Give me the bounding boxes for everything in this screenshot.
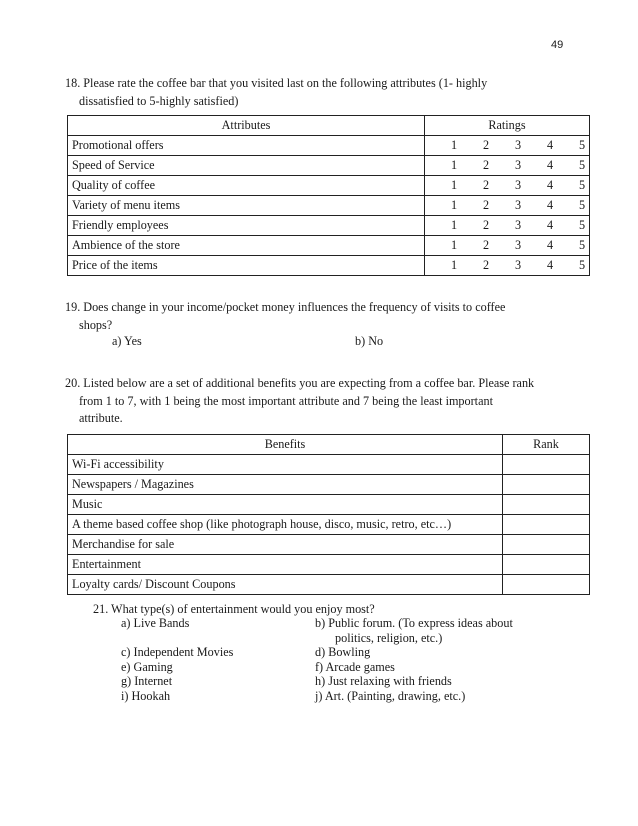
- benefit-label: Loyalty cards/ Discount Coupons: [68, 575, 503, 595]
- benefits-row: [68, 455, 590, 475]
- option-gaming[interactable]: e) Gaming: [121, 660, 173, 674]
- question-19-line2: shops?: [79, 317, 113, 332]
- rating-option[interactable]: 5: [578, 178, 586, 192]
- rating-option[interactable]: 4: [546, 158, 554, 172]
- rating-option[interactable]: 2: [482, 178, 490, 192]
- ratings-row: [68, 176, 590, 196]
- rating-option[interactable]: 1: [450, 138, 458, 152]
- question-20: [65, 375, 534, 428]
- option-hookah[interactable]: i) Hookah: [121, 689, 171, 703]
- option-yes[interactable]: a) Yes: [112, 334, 142, 348]
- rating-option[interactable]: 3: [514, 198, 522, 212]
- benefit-label: Music: [68, 495, 503, 515]
- rating-cell: [425, 256, 590, 276]
- rating-cell: [425, 196, 590, 216]
- rating-option[interactable]: 4: [546, 238, 554, 252]
- rating-option[interactable]: 1: [450, 178, 458, 192]
- rating-option[interactable]: 1: [450, 218, 458, 232]
- question-19: [65, 299, 505, 334]
- rating-cell: [425, 236, 590, 256]
- rating-option[interactable]: 4: [546, 198, 554, 212]
- rating-option[interactable]: 5: [578, 198, 586, 212]
- benefit-label: Wi-Fi accessibility: [68, 455, 503, 475]
- rating-option[interactable]: 1: [450, 258, 458, 272]
- rank-input-cell[interactable]: [503, 495, 590, 515]
- ratings-header: Ratings: [425, 116, 590, 136]
- attribute-label: Friendly employees: [68, 216, 425, 236]
- benefits-header: Benefits: [68, 435, 503, 455]
- rating-option[interactable]: 4: [546, 138, 554, 152]
- question-19-line1: 19. Does change in your income/pocket money influences the frequency of visits to coffee: [65, 300, 506, 314]
- attribute-label: Quality of coffee: [68, 176, 425, 196]
- rating-option[interactable]: 4: [546, 178, 554, 192]
- rating-option[interactable]: 2: [482, 158, 490, 172]
- rating-option[interactable]: 5: [578, 238, 586, 252]
- question-20-line3: attribute.: [79, 411, 123, 425]
- benefits-row: [68, 555, 590, 575]
- rank-header: Rank: [503, 435, 590, 455]
- option-public-forum[interactable]: b) Public forum. (To express ideas about: [315, 616, 513, 630]
- option-bowling[interactable]: d) Bowling: [315, 645, 371, 659]
- rank-input-cell[interactable]: [503, 535, 590, 555]
- rating-option[interactable]: 2: [482, 258, 490, 272]
- rating-cell: [425, 176, 590, 196]
- attribute-label: Speed of Service: [68, 156, 425, 176]
- rating-option[interactable]: 3: [514, 138, 522, 152]
- rating-option[interactable]: 4: [546, 218, 554, 232]
- rank-input-cell[interactable]: [503, 455, 590, 475]
- rank-input-cell[interactable]: [503, 515, 590, 535]
- option-live-bands[interactable]: a) Live Bands: [121, 616, 190, 630]
- benefit-label: A theme based coffee shop (like photograph house, disco, music, retro, etc…): [68, 515, 503, 535]
- ratings-row: [68, 196, 590, 216]
- option-no[interactable]: b) No: [355, 334, 384, 348]
- rating-option[interactable]: 3: [514, 158, 522, 172]
- option-just-relaxing[interactable]: h) Just relaxing with friends: [315, 674, 452, 688]
- rank-input-cell[interactable]: [503, 475, 590, 495]
- page-number: 49: [551, 39, 564, 51]
- attribute-label: Price of the items: [68, 256, 425, 276]
- rating-option[interactable]: 3: [514, 238, 522, 252]
- attributes-header: Attributes: [68, 116, 425, 136]
- rank-input-cell[interactable]: [503, 575, 590, 595]
- rating-option[interactable]: 3: [514, 178, 522, 192]
- ratings-header-row: [68, 116, 590, 136]
- rating-cell: [425, 216, 590, 236]
- question-18-line2: dissatisfied to 5-highly satisfied): [79, 93, 239, 108]
- option-arcade-games[interactable]: f) Arcade games: [315, 660, 395, 674]
- rating-option[interactable]: 5: [578, 158, 586, 172]
- rating-option[interactable]: 2: [482, 138, 490, 152]
- rating-option[interactable]: 5: [578, 218, 586, 232]
- rating-option[interactable]: 2: [482, 218, 490, 232]
- ratings-row: [68, 156, 590, 176]
- benefits-row: [68, 475, 590, 495]
- ratings-row: [68, 216, 590, 236]
- benefits-row: [68, 575, 590, 595]
- rating-option[interactable]: 5: [578, 138, 586, 152]
- attribute-label: Promotional offers: [68, 136, 425, 156]
- rating-option[interactable]: 1: [450, 158, 458, 172]
- option-art[interactable]: j) Art. (Painting, drawing, etc.): [315, 689, 466, 703]
- option-independent-movies[interactable]: c) Independent Movies: [121, 645, 234, 659]
- question-21-title: 21. What type(s) of entertainment would you enjoy most?: [93, 602, 375, 616]
- rating-option[interactable]: 4: [546, 258, 554, 272]
- benefits-table: [67, 434, 590, 595]
- ratings-row: [68, 236, 590, 256]
- rating-option[interactable]: 3: [514, 258, 522, 272]
- benefits-header-row: [68, 435, 590, 455]
- benefit-label: Merchandise for sale: [68, 535, 503, 555]
- benefit-label: Entertainment: [68, 555, 503, 575]
- attribute-label: Variety of menu items: [68, 196, 425, 216]
- question-18-line1: 18. Please rate the coffee bar that you visited last on the following attributes (1- highly: [65, 76, 488, 90]
- question-18: [65, 75, 487, 110]
- attribute-label: Ambience of the store: [68, 236, 425, 256]
- benefit-label: Newspapers / Magazines: [68, 475, 503, 495]
- benefits-row: [68, 495, 590, 515]
- rank-input-cell[interactable]: [503, 555, 590, 575]
- benefits-row: [68, 535, 590, 555]
- rating-option[interactable]: 5: [578, 258, 586, 272]
- rating-option[interactable]: 1: [450, 238, 458, 252]
- ratings-row: [68, 136, 590, 156]
- rating-cell: [425, 136, 590, 156]
- question-20-line2: from 1 to 7, with 1 being the most important attribute and 7 being the least important: [79, 393, 493, 408]
- benefits-row: [68, 515, 590, 535]
- option-public-forum-cont: politics, religion, etc.): [335, 631, 443, 645]
- ratings-table: [67, 115, 590, 276]
- question-20-line1: 20. Listed below are a set of additional benefits you are expecting from a coffee bar. Please rank: [65, 376, 535, 390]
- rating-cell: [425, 156, 590, 176]
- option-internet[interactable]: g) Internet: [121, 674, 173, 688]
- rating-option[interactable]: 1: [450, 198, 458, 212]
- rating-option[interactable]: 3: [514, 218, 522, 232]
- ratings-row: [68, 256, 590, 276]
- rating-option[interactable]: 2: [482, 238, 490, 252]
- rating-option[interactable]: 2: [482, 198, 490, 212]
